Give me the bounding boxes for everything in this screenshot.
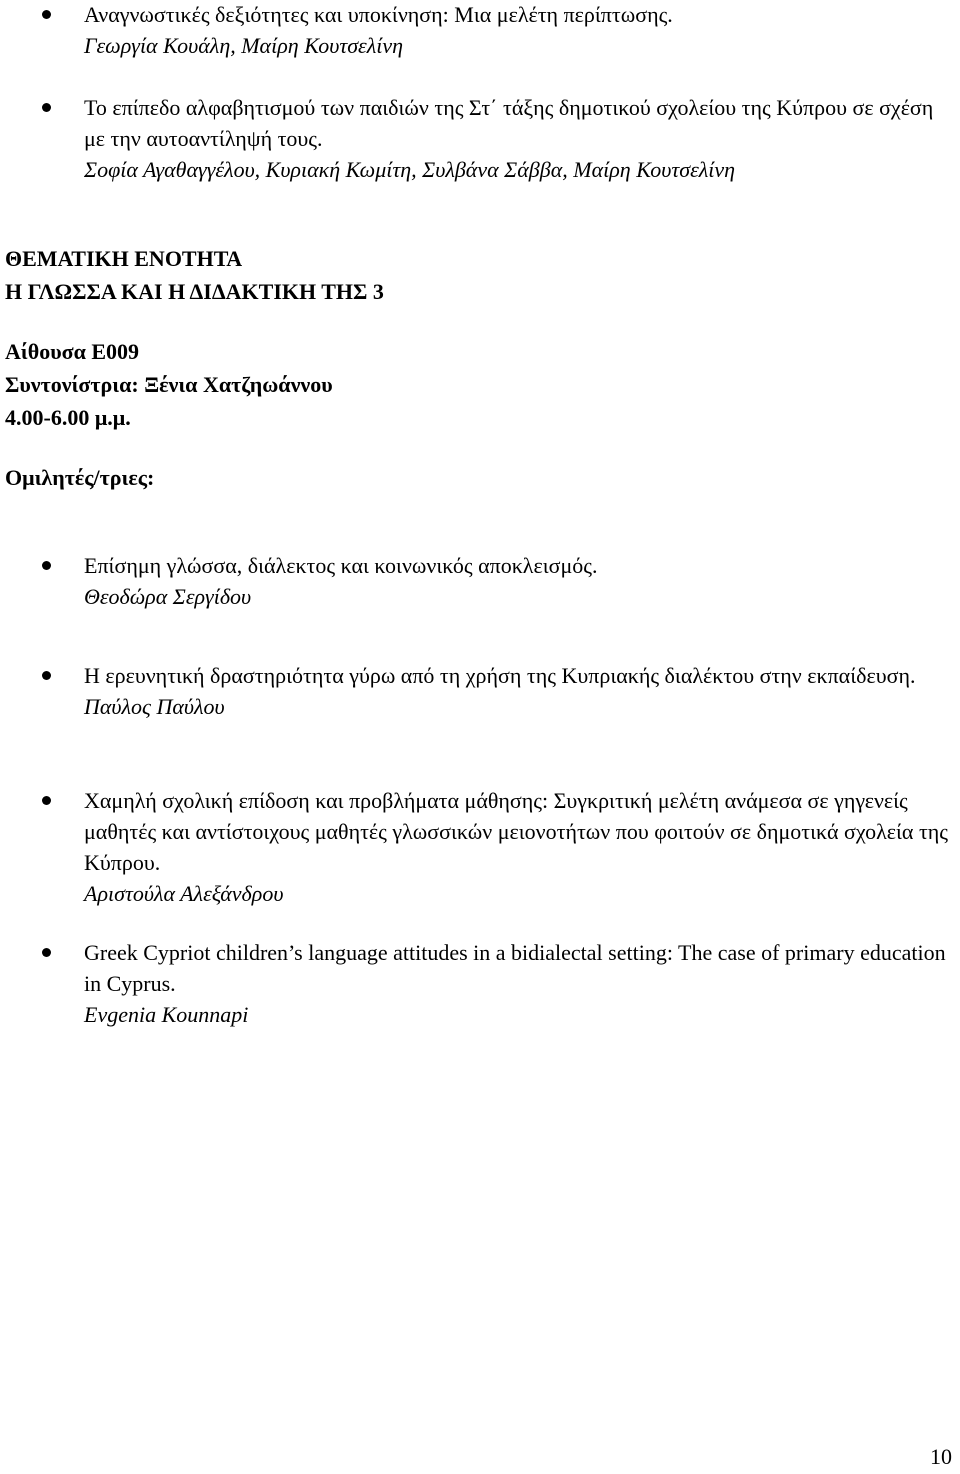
talk-title: Επίσημη γλώσσα, διάλεκτος και κοινωνικός αποκλεισμός. [84,553,598,578]
talk-title: Το επίπεδο αλφαβητισμού των παιδιών της Στ΄ τάξης δημοτικού σχολείου της Κύπρου σε σχέση με την αυτοαντίληψή τους. [84,95,934,151]
talk-author: Παύλος Παύλου [84,694,225,719]
speakers-heading [5,461,154,494]
room: Αίθουσα Ε009 [5,339,140,364]
coordinator: Συντονίστρια: Ξένια Χατζηωάννου [5,372,333,397]
talk-title: Αναγνωστικές δεξιότητες και υποκίνηση: Μια μελέτη περίπτωσης. [84,2,673,27]
bullet-icon [42,10,51,19]
bullet-icon [42,561,51,570]
bullet-icon [42,796,51,805]
talk-author: Γεωργία Κουάλη, Μαίρη Κουτσελίνη [84,33,404,58]
page-number: 10 [930,1444,952,1469]
list-item [84,550,956,612]
session-info [5,335,333,434]
section-header [5,242,384,308]
bullet-icon [42,671,51,680]
talk-title: Η ερευνητική δραστηριότητα γύρω από τη χρήση της Κυπριακής διαλέκτου στην εκπαίδευση. [84,663,916,688]
list-item [84,785,956,909]
session-time: 4.00-6.00 μ.μ. [5,405,131,430]
talk-author: Σοφία Αγαθαγγέλου, Κυριακή Κωμίτη, Συλβάνα Σάββα, Μαίρη Κουτσελίνη [84,157,736,182]
list-item [84,660,956,722]
bullet-icon [42,948,51,957]
talk-author: Evgenia Kounnapi [84,1002,249,1027]
bullet-icon [42,103,51,112]
section-label: ΘΕΜΑΤΙΚΗ ΕΝΟΤΗΤΑ [5,246,243,271]
talk-title: Χαμηλή σχολική επίδοση και προβλήματα μάθησης: Συγκριτική μελέτη ανάμεσα σε γηγενείς μαθητές και αντίστοιχους μαθητές γλωσσικών μειονοτήτων που φοιτούν σε δημοτικά σχολεία της Κύπρου. [84,788,949,875]
speakers-label: Ομιλητές/τριες: [5,465,155,490]
talk-author: Αριστούλα Αλεξάνδρου [84,881,284,906]
list-item [84,92,956,185]
section-title: Η ΓΛΩΣΣΑ ΚΑΙ Η ΔΙΔΑΚΤΙΚΗ ΤΗΣ 3 [5,279,384,304]
list-item [84,0,956,61]
talk-author: Θεοδώρα Σεργίδου [84,584,252,609]
list-item [84,937,956,1030]
talk-title: Greek Cypriot children’s language attitudes in a bidialectal setting: The case of primary education in Cyprus. [84,940,946,996]
